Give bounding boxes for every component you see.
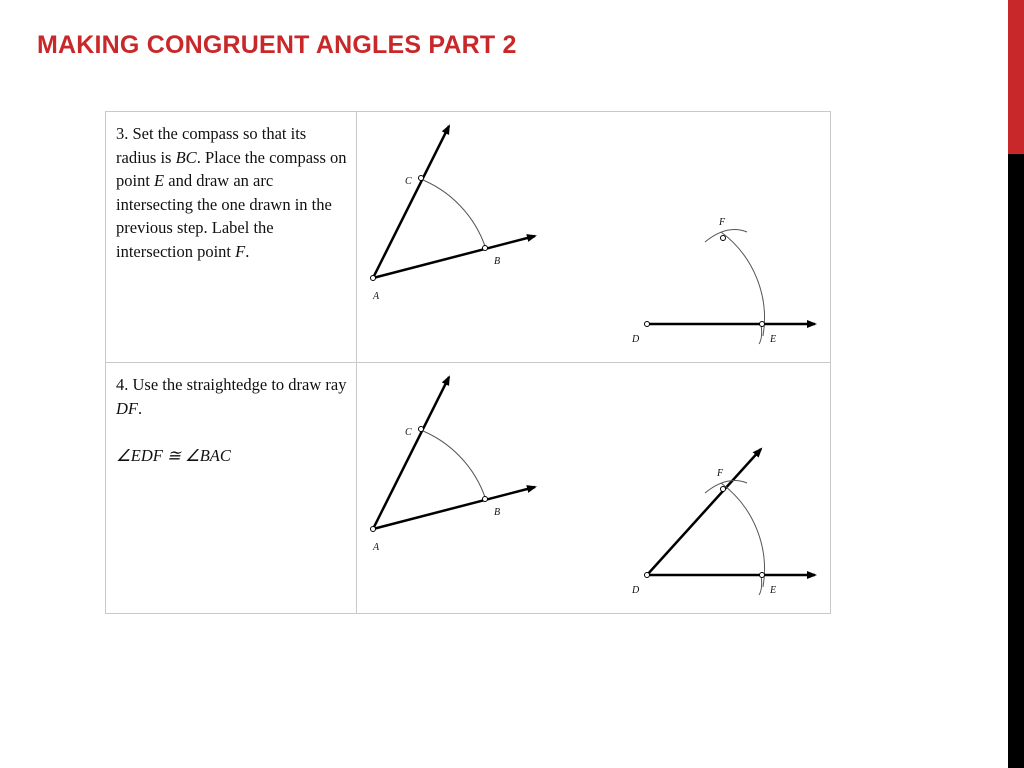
label-e: E bbox=[770, 585, 777, 596]
arc-tick-e bbox=[759, 575, 762, 595]
point-e bbox=[760, 573, 765, 578]
ray-ac bbox=[373, 126, 449, 278]
slide-title: MAKING CONGRUENT ANGLES PART 2 bbox=[37, 31, 517, 59]
point-a bbox=[371, 527, 376, 532]
step-row-4 bbox=[106, 363, 831, 614]
label-c: C bbox=[405, 176, 412, 187]
construction-steps-table bbox=[105, 111, 831, 614]
congruence-statement: ∠EDF ≅ ∠BAC bbox=[116, 446, 231, 465]
arc-from-d bbox=[721, 232, 765, 336]
label-f: F bbox=[717, 468, 724, 479]
step-4-text-part: 4. Use the straightedge to draw ray bbox=[116, 375, 347, 394]
step-3-text bbox=[106, 112, 356, 263]
label-a: A bbox=[373, 542, 380, 553]
step-3-text-part: . bbox=[245, 241, 250, 261]
ray-ab bbox=[373, 236, 535, 278]
accent-bar-red bbox=[1008, 0, 1024, 154]
arc-bc bbox=[418, 429, 486, 500]
label-d: D bbox=[632, 334, 640, 345]
step-4-ray-df: DF bbox=[116, 398, 138, 418]
step-4-text-part: . bbox=[138, 398, 143, 418]
point-e bbox=[760, 322, 765, 327]
step-4-figure bbox=[357, 363, 830, 613]
label-c: C bbox=[405, 427, 412, 438]
step-3-segment-bc: BC bbox=[175, 147, 197, 167]
label-b: B bbox=[494, 507, 501, 518]
label-b: B bbox=[494, 256, 501, 267]
accent-bar-black bbox=[1008, 154, 1024, 768]
step-3-figure bbox=[357, 112, 830, 362]
step-3-text-part: and draw an arc intersecting the one drawn in the previous step. Label the intersection point bbox=[116, 171, 332, 261]
label-d: D bbox=[632, 585, 640, 596]
ray-ac bbox=[373, 377, 449, 529]
point-f bbox=[721, 236, 726, 241]
point-d bbox=[645, 573, 650, 578]
step-3-point-f: F bbox=[235, 241, 246, 261]
step-3-figure-cell bbox=[357, 112, 831, 363]
point-c bbox=[419, 176, 424, 181]
point-b bbox=[483, 246, 488, 251]
point-a bbox=[371, 276, 376, 281]
step-4-text-cell bbox=[106, 363, 357, 614]
step-3-point-e: E bbox=[154, 171, 165, 190]
step-4-text bbox=[106, 363, 356, 468]
label-e: E bbox=[770, 334, 777, 345]
arc-tick-e bbox=[759, 324, 762, 344]
step-3-text-cell bbox=[106, 112, 357, 363]
arc-bc bbox=[418, 178, 486, 249]
step-3-text-part: . Place the compass on point bbox=[116, 147, 347, 190]
step-3-text-part: 3. Set the compass so that its radius is bbox=[116, 124, 307, 167]
point-b bbox=[483, 497, 488, 502]
point-c bbox=[419, 427, 424, 432]
label-a: A bbox=[373, 291, 380, 302]
point-f bbox=[721, 487, 726, 492]
point-d bbox=[645, 322, 650, 327]
ray-df bbox=[647, 449, 761, 575]
step-row-3 bbox=[106, 112, 831, 363]
arc-from-d bbox=[721, 483, 765, 587]
label-f: F bbox=[719, 217, 726, 228]
ray-ab bbox=[373, 487, 535, 529]
step-4-figure-cell bbox=[357, 363, 831, 614]
